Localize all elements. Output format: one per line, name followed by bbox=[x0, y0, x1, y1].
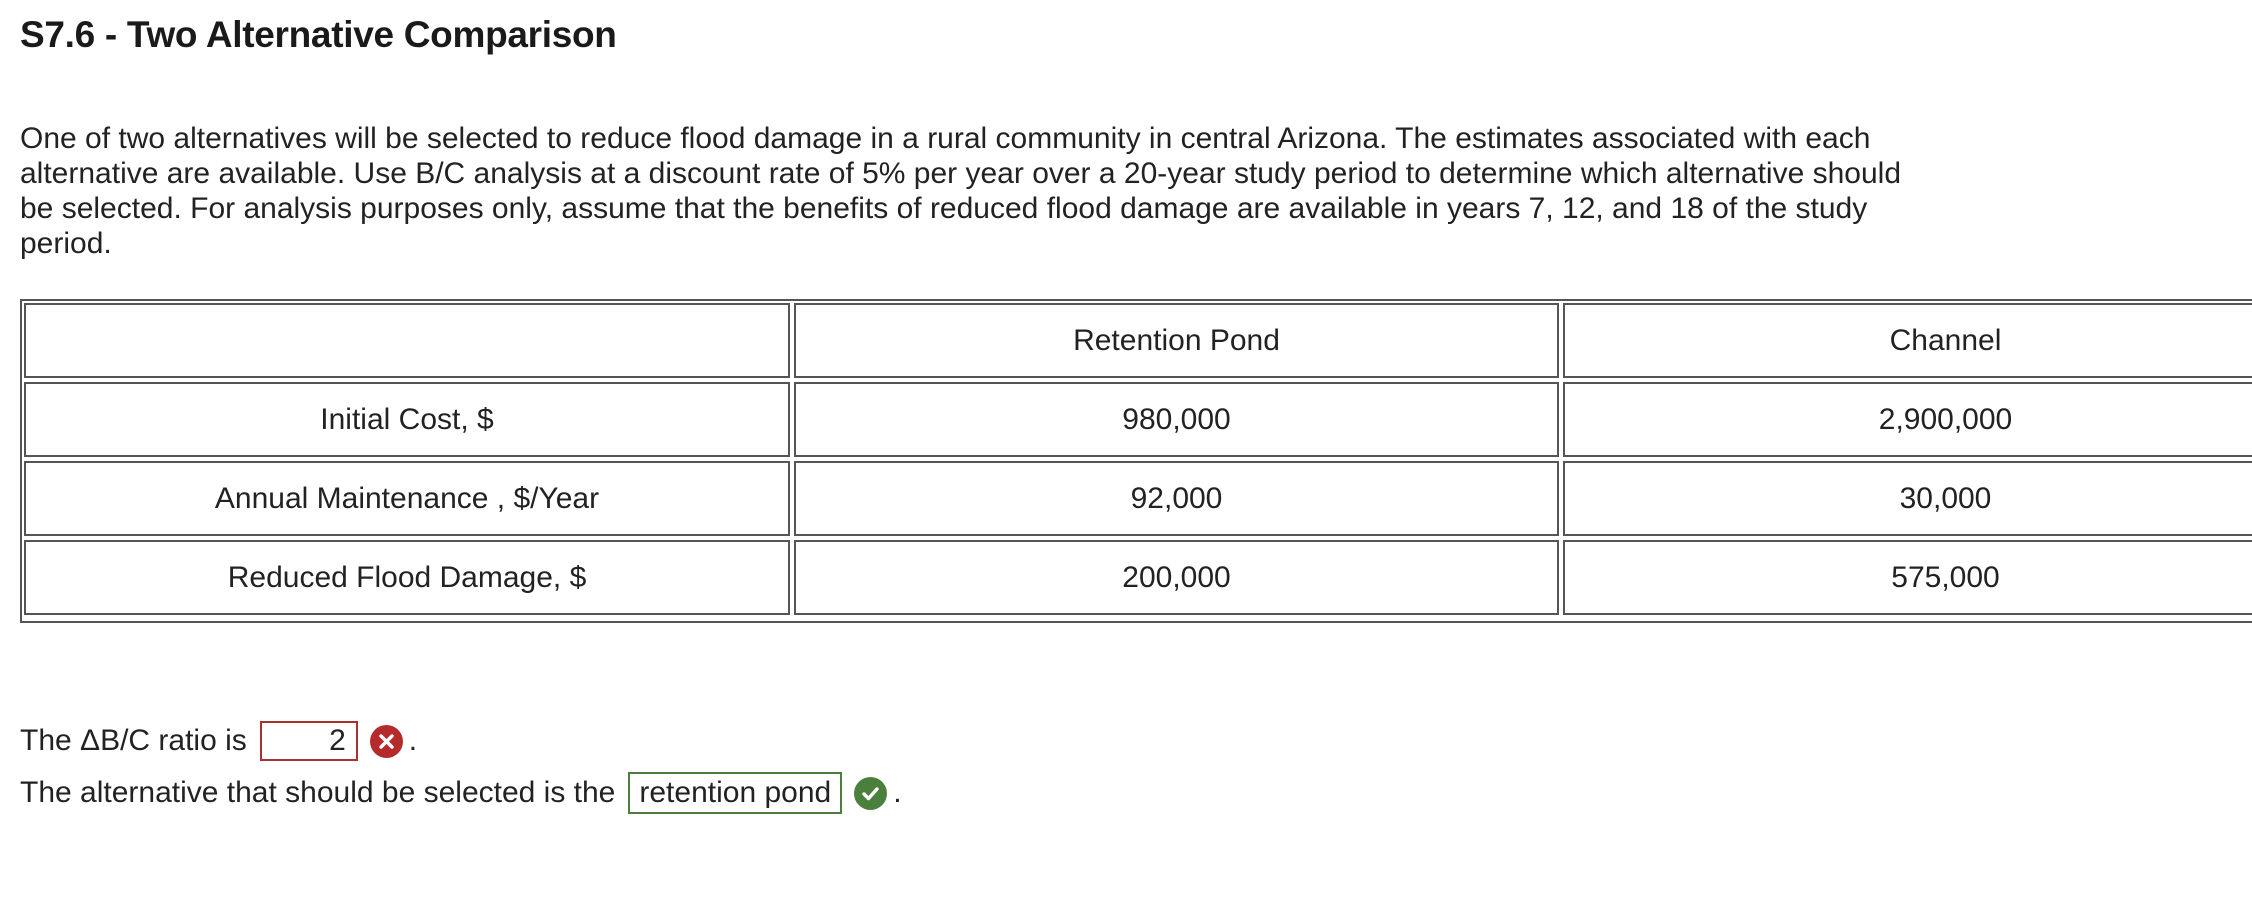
table-header-row bbox=[24, 303, 2252, 378]
table-header-cell bbox=[24, 303, 790, 378]
sentence-period: . bbox=[893, 776, 902, 809]
table-cell: 200,000 bbox=[794, 540, 1559, 615]
table-row bbox=[24, 461, 2252, 536]
row-label: Initial Cost, $ bbox=[24, 382, 790, 457]
estimates-table bbox=[20, 299, 2252, 619]
problem-statement: One of two alternatives will be selected to reduce flood damage in a rural community in central Arizona. The estimates associated with each alternative are available. Use B/C analysis at a discount rate of 5% per year over a 20-year study period to determine which alternative should be selected. For analysis purposes only, assume that the benefits of reduced flood damage are available in years 7, 12, and 18 of the study period. bbox=[20, 122, 1902, 260]
correct-check-icon bbox=[854, 777, 887, 810]
bc-ratio-question bbox=[20, 719, 417, 763]
table-cell: 2,900,000 bbox=[1563, 382, 2252, 457]
alternative-select[interactable]: retention pond bbox=[628, 772, 842, 814]
table-header-cell: Channel bbox=[1563, 303, 2252, 378]
alternative-question bbox=[20, 771, 902, 815]
table-cell: 575,000 bbox=[1563, 540, 2252, 615]
table-cell: 30,000 bbox=[1563, 461, 2252, 536]
table-cell: 92,000 bbox=[794, 461, 1559, 536]
table-row bbox=[24, 540, 2252, 615]
alternative-prompt: The alternative that should be selected is the bbox=[20, 776, 616, 809]
page-title: S7.6 - Two Alternative Comparison bbox=[20, 14, 617, 55]
bc-ratio-input[interactable]: 2 bbox=[260, 721, 358, 761]
sentence-period: . bbox=[408, 724, 418, 757]
table-header-cell: Retention Pond bbox=[794, 303, 1559, 378]
bc-ratio-prompt: The ΔB/C ratio is bbox=[20, 724, 247, 757]
estimates-table-frame bbox=[20, 299, 2252, 623]
incorrect-icon bbox=[370, 725, 403, 758]
row-label: Reduced Flood Damage, $ bbox=[24, 540, 790, 615]
row-label: Annual Maintenance , $/Year bbox=[24, 461, 790, 536]
table-cell: 980,000 bbox=[794, 382, 1559, 457]
table-row bbox=[24, 382, 2252, 457]
